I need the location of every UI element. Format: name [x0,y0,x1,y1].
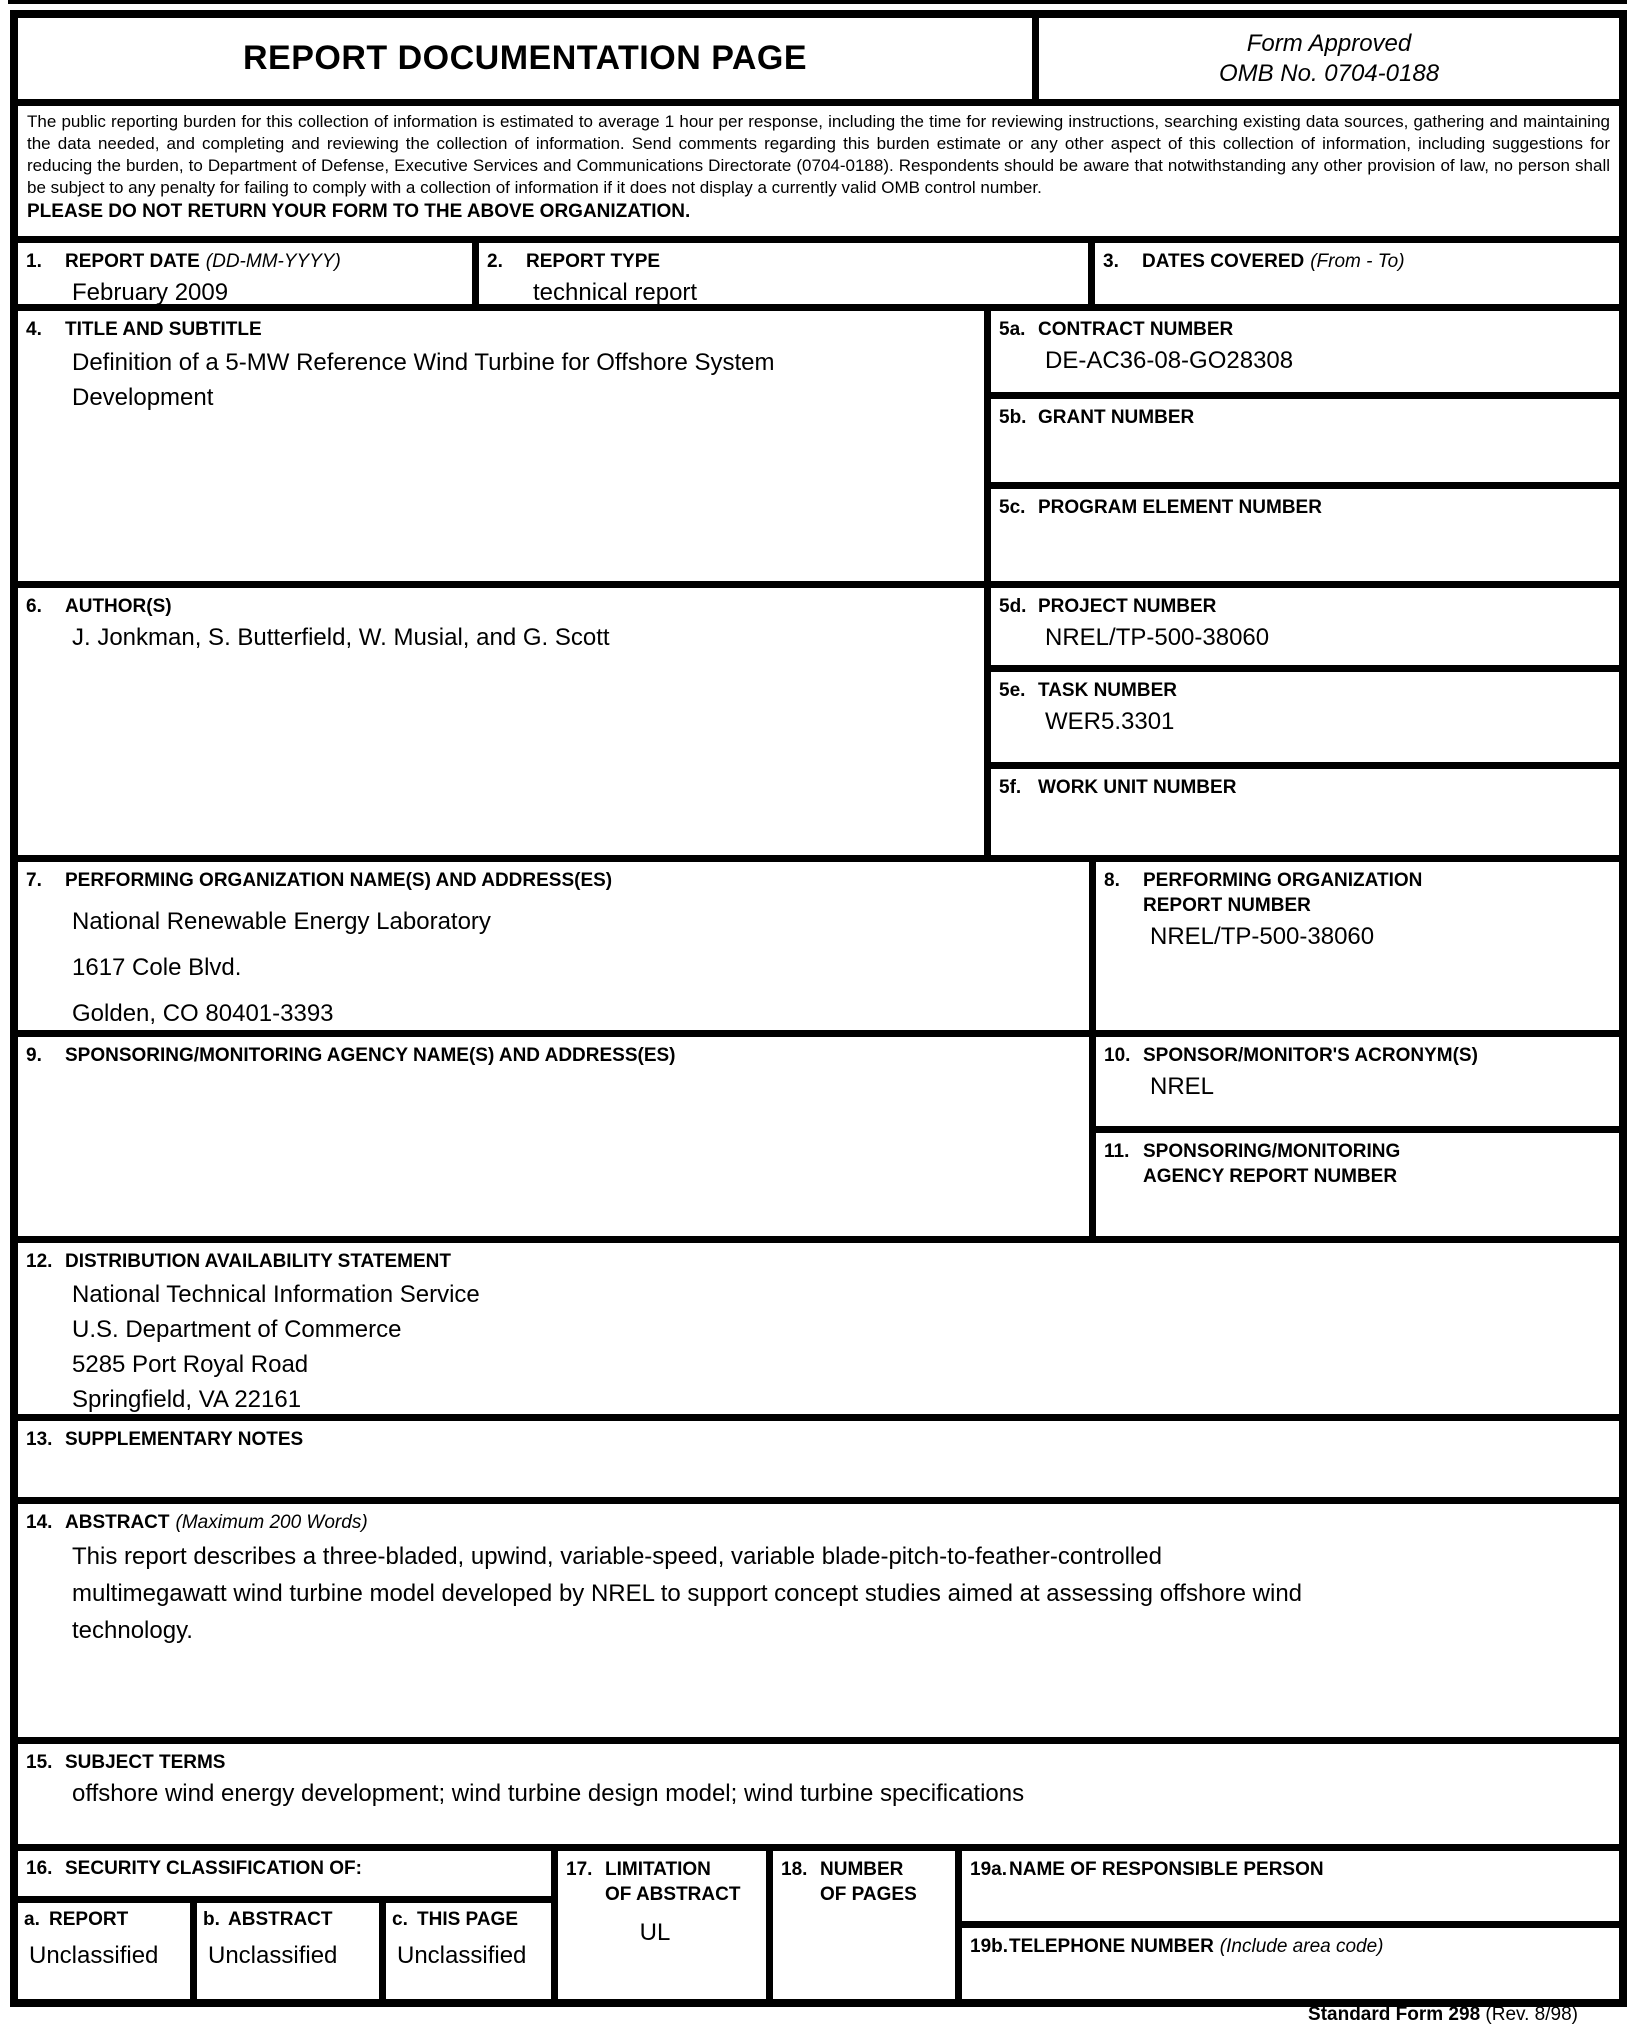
field-5f-label: 5f. WORK UNIT NUMBER [991,769,1619,800]
field-16-number: 16. [26,1858,53,1879]
row-16-17-18-19 [18,1851,1619,1999]
field-5f-work-unit-number [991,769,1619,855]
field-7-number: 7. [26,870,42,891]
field-16c-this-page: c. THIS PAGE Unclassified [386,1903,551,1999]
field-5e-label: 5e. TASK NUMBER [991,672,1619,703]
field-13-supplementary-notes [18,1421,1619,1504]
field-12-value: National Technical Information Service U.S. Department of Commerce 5285 Port Royal Road Springfield, VA 22161 [72,1281,480,1413]
row-9-10-11 [18,1037,1619,1243]
row-1-2-3 [18,243,1619,311]
field-5c-program-element-number [991,489,1619,581]
field-11-sponsor-report-number [1096,1133,1619,1236]
field-16c-value: Unclassified [397,1942,527,1969]
field-8-number: 8. [1104,870,1120,891]
field-5b-grant-number [991,399,1619,489]
field-3-number: 3. [1103,251,1119,272]
standard-form-footnote [0,2004,1578,2026]
field-1-value: February 2009 [72,279,229,304]
field-5e-number: 5e. [999,680,1026,701]
field-13-label: 13. SUPPLEMENTARY NOTES [18,1421,1619,1452]
field-5e-task-number [991,672,1619,769]
field-5e-value: WER5.3301 [1045,708,1175,735]
field-5d-value: NREL/TP-500-38060 [1045,624,1270,651]
field-5b-label: 5b. GRANT NUMBER [991,399,1619,430]
field-17-label: 17. LIMITATION OF ABSTRACT [558,1851,766,1907]
field-14-abstract [18,1504,1619,1744]
field-7-value: National Renewable Energy Laboratory 1617 Cole Blvd. Golden, CO 80401-3393 [72,908,491,1027]
footer-revision: (Rev. 8/98) [1485,2004,1578,2025]
field-8-performing-org-report-number [1096,862,1619,1030]
field-2-number: 2. [487,251,503,272]
field-17-limitation-of-abstract [558,1851,773,1999]
field-10-number: 10. [1104,1045,1131,1066]
field-4-number: 4. [26,319,42,340]
field-14-qualifier: (Maximum 200 Words) [175,1512,368,1533]
field-5a-label: 5a. CONTRACT NUMBER [991,311,1619,342]
field-4-value: Definition of a 5-MW Reference Wind Turbine for Offshore System Development [72,349,775,411]
field-14-number: 14. [26,1512,53,1533]
contract-column [991,311,1619,581]
field-17-value: UL [639,1919,671,1946]
field-3-label: 3. DATES COVERED (From - To) [1095,243,1619,274]
field-2-value: technical report [533,279,698,304]
field-16-label: 16. SECURITY CLASSIFICATION OF: [18,1851,551,1881]
field-1-number: 1. [26,251,42,272]
field-5d-project-number [991,588,1619,672]
field-19a-number: 19a. [970,1859,1007,1880]
field-17-number: 17. [566,1859,593,1880]
field-16a-value: Unclassified [29,1942,159,1969]
field-15-value: offshore wind energy development; wind turbine design model; wind turbine specifications [72,1780,1025,1807]
form-title: REPORT DOCUMENTATION PAGE [18,18,1039,99]
page-top-edge [8,0,1627,4]
field-19b-telephone [962,1928,1619,1999]
field-5a-value: DE-AC36-08-GO28308 [1045,347,1294,374]
field-5c-label: 5c. PROGRAM ELEMENT NUMBER [991,489,1619,520]
field-2-label: 2. REPORT TYPE [479,243,1088,274]
field-12-distribution-statement [18,1243,1619,1421]
field-10-label: 10. SPONSOR/MONITOR'S ACRONYM(S) [1096,1037,1619,1068]
report-documentation-form [10,10,1627,2007]
field-14-value: This report describes a three-bladed, upwind, variable-speed, variable blade-pitch-to-feather-controlled multimegawatt wind turbine model developed by NREL to support concept studies aimed at assessing offshore wind technology. [72,1543,1303,1644]
field-18-number-of-pages [773,1851,962,1999]
field-15-label: 15. SUBJECT TERMS [18,1744,1619,1775]
field-11-label: 11. SPONSORING/MONITORING AGENCY REPORT NUMBER [1096,1133,1619,1189]
field-19a-label: 19a. NAME OF RESPONSIBLE PERSON [962,1851,1619,1882]
project-column [991,588,1619,855]
field-19-responsible-person [962,1851,1619,1999]
field-10-sponsor-acronym [1096,1037,1619,1133]
field-5d-label: 5d. PROJECT NUMBER [991,588,1619,619]
form-header-row [18,18,1619,106]
row-4-5abc [18,311,1619,588]
do-not-return-notice: PLEASE DO NOT RETURN YOUR FORM TO THE ABOVE ORGANIZATION. [27,201,691,222]
field-9-number: 9. [26,1045,42,1066]
field-15-number: 15. [26,1752,53,1773]
field-8-label: 8. PERFORMING ORGANIZATION REPORT NUMBER [1096,862,1619,918]
field-16a-report: a. REPORT Unclassified [18,1903,197,1999]
field-3-qualifier: (From - To) [1310,251,1405,272]
field-15-subject-terms [18,1744,1619,1851]
field-6-authors [18,588,991,855]
field-1-report-date [18,243,479,304]
field-16b-value: Unclassified [208,1942,338,1969]
field-1-label: 1. REPORT DATE (DD-MM-YYYY) [18,243,472,274]
omb-approval-block [1039,18,1619,99]
field-19b-number: 19b. [970,1936,1009,1957]
field-12-number: 12. [26,1251,53,1272]
field-4-title-subtitle [18,311,991,581]
field-6-label: 6. AUTHOR(S) [18,588,984,619]
field-19a-name [962,1851,1619,1928]
field-6-number: 6. [26,596,42,617]
field-19b-qualifier: (Include area code) [1219,1936,1384,1957]
field-12-label: 12. DISTRIBUTION AVAILABILITY STATEMENT [18,1243,1619,1274]
field-8-value: NREL/TP-500-38060 [1150,923,1375,950]
footer-form-name: Standard Form 298 [1308,2004,1481,2025]
field-7-label: 7. PERFORMING ORGANIZATION NAME(S) AND ADDRESS(ES) [18,862,1089,893]
field-19b-label: 19b. TELEPHONE NUMBER (Include area code) [962,1928,1619,1959]
field-13-number: 13. [26,1429,53,1450]
field-16-header [18,1851,551,1903]
field-5a-number: 5a. [999,319,1026,340]
field-14-label: 14. ABSTRACT (Maximum 200 Words) [18,1504,1619,1535]
field-5f-number: 5f. [999,777,1022,798]
field-11-number: 11. [1104,1141,1130,1162]
field-5a-contract-number [991,311,1619,399]
field-16-security-classification [18,1851,558,1999]
burden-statement-box [18,106,1619,243]
field-18-label: 18. NUMBER OF PAGES [773,1851,955,1907]
field-7-performing-org [18,862,1096,1030]
field-6-value: J. Jonkman, S. Butterfield, W. Musial, and G. Scott [72,624,610,651]
field-4-label: 4. TITLE AND SUBTITLE [18,311,984,342]
form-approved-text: Form Approved [1246,29,1412,57]
field-5b-number: 5b. [999,407,1027,428]
field-16b-abstract: b. ABSTRACT Unclassified [197,1903,386,1999]
field-5c-number: 5c. [999,497,1026,518]
field-3-dates-covered [1095,243,1619,304]
field-9-sponsoring-agency [18,1037,1096,1236]
field-2-report-type [479,243,1095,304]
sponsor-column [1096,1037,1619,1236]
field-9-label: 9. SPONSORING/MONITORING AGENCY NAME(S) AND ADDRESS(ES) [18,1037,1089,1068]
row-6-5def [18,588,1619,862]
burden-statement-text: The public reporting burden for this collection of information is estimated to average 1 hour per response, including the time for reviewing instructions, searching existing data sources, gathering and maintaining the data needed, and completing and reviewing the collection of information. Send comments regarding this burden estimate or any other aspect of this collection of information, including suggestions for reducing the burden, to Department of Defense, Executive Services and Communications Directorate (0704-0188). Respondents should be aware that notwithstanding any other provision of law, no person shall be subject to any penalty for failing to comply with a collection of information if it does not display a currently valid OMB control number. [27,112,1610,197]
field-16-subcells [18,1903,551,1999]
omb-number-text: OMB No. 0704-0188 [1218,59,1440,87]
field-18-number: 18. [781,1859,808,1880]
field-1-qualifier: (DD-MM-YYYY) [205,251,341,272]
field-5d-number: 5d. [999,596,1027,617]
row-7-8 [18,862,1619,1037]
field-10-value: NREL [1150,1073,1215,1100]
